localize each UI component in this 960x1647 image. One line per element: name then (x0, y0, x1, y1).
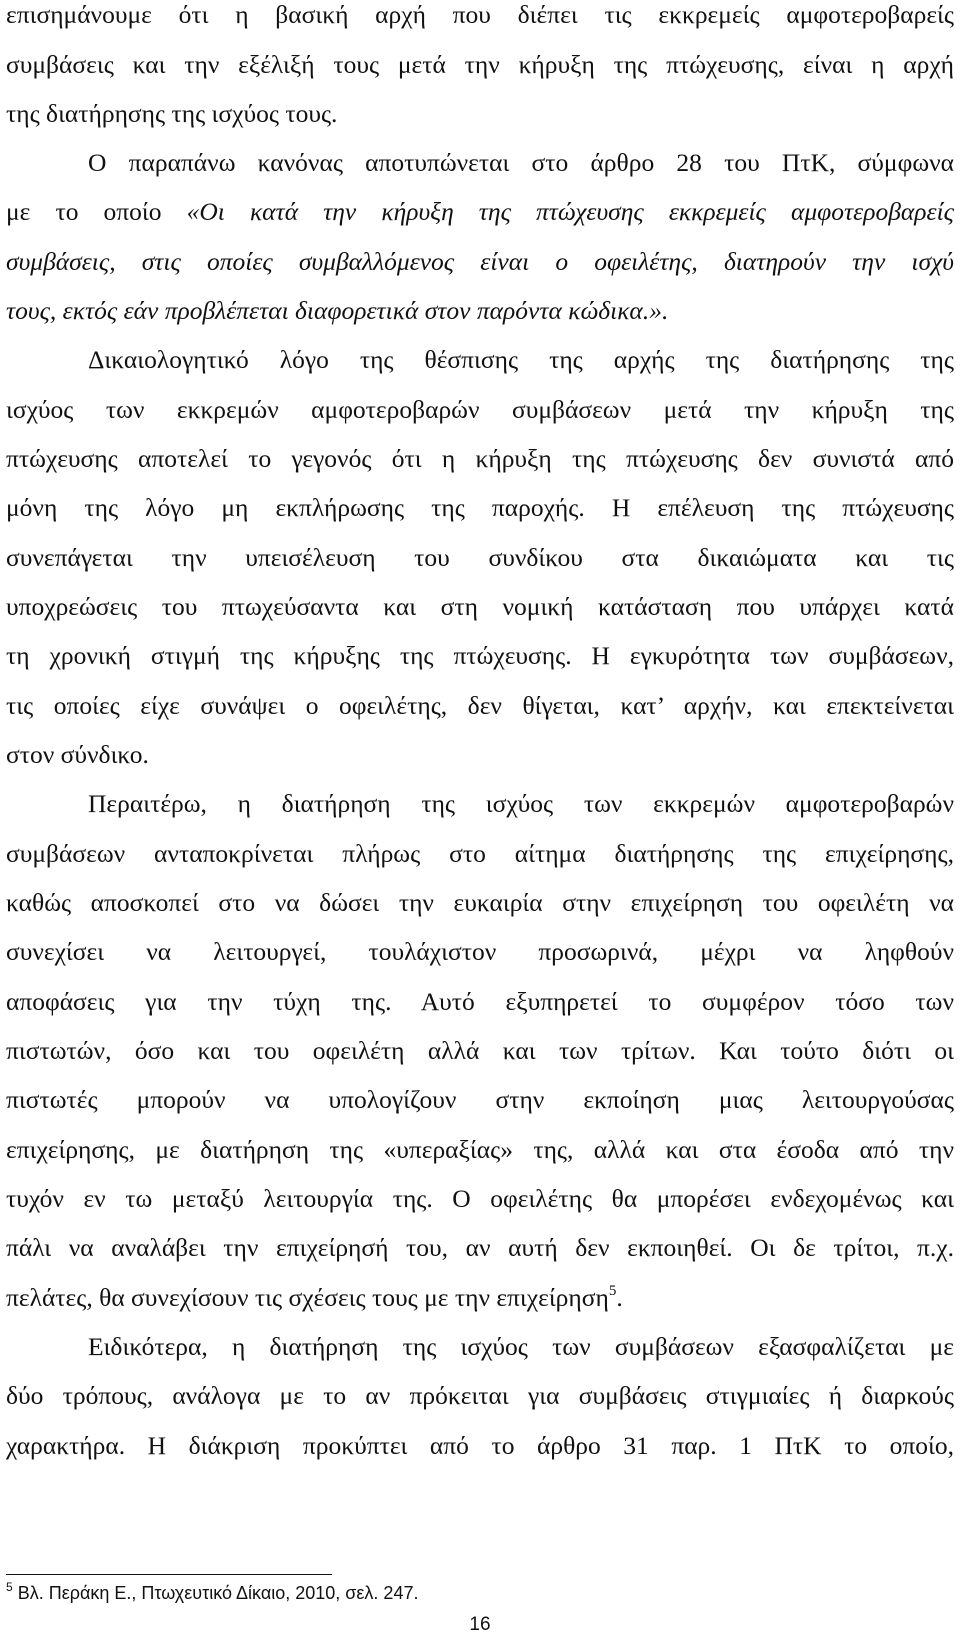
body-line (6, 541, 954, 575)
footnote (6, 1580, 418, 1606)
line-text: συμβάσεων ανταποκρίνεται πλήρως στο αίτημα διατήρησης της επιχείρησης, (6, 839, 954, 868)
line-text: επιχείρησης, με διατήρηση της «υπεραξίας» της, αλλά και στα έσοδα από την (6, 1135, 954, 1164)
line-text: . (616, 1283, 623, 1312)
body-line (6, 837, 954, 871)
line-text: πτώχευσης αποτελεί το γεγονός ότι η κήρυξη της πτώχευσης δεν συνιστά από (6, 444, 954, 473)
page-number: 16 (469, 1614, 491, 1635)
body-line (6, 1182, 954, 1216)
line-text: συνεπάγεται την υπεισέλευση του συνδίκου στα δικαιώματα και τις (6, 543, 954, 572)
footnote-marker: 5 (6, 1580, 13, 1594)
line-text: μόνη της λόγο μη εκπλήρωσης της παροχής. Η επέλευση της πτώχευσης (6, 493, 954, 522)
footnote-reference[interactable]: 5 (608, 1283, 617, 1299)
body-line (6, 1034, 954, 1068)
line-text: συμβάσεις και την εξέλιξή τους μετά την κήρυξη της πτώχευσης, είναι η αρχή (6, 50, 954, 79)
line-text: υποχρεώσεις του πτωχεύσαντα και στη νομική κατάσταση που υπάρχει κατά (6, 592, 954, 621)
line-text: πελάτες, θα συνεχίσουν τις σχέσεις τους με την επιχείρηση (6, 1283, 609, 1312)
line-text: τυχόν εν τω μεταξύ λειτουργία της. Ο οφειλέτης θα μπορέσει ενδεχομένως και (6, 1184, 954, 1213)
line-text: τη χρονική στιγμή της κήρυξης της πτώχευσης. Η εγκυρότητα των συμβάσεων, (6, 641, 954, 670)
line-text: χαρακτήρα. Η διάκριση προκύπτει από το άρθρο 31 παρ. 1 ΠτΚ το οποίο, (6, 1431, 954, 1460)
line-text: στον σύνδικο. (6, 740, 149, 769)
body-line (6, 97, 954, 131)
line-text: ισχύος των εκκρεμών αμφοτεροβαρών συμβάσεων μετά την κήρυξη της (6, 395, 954, 424)
line-text: πάλι να αναλάβει την επιχείρησή του, αν αυτή δεν εκποιηθεί. Οι δε τρίτοι, π.χ. (6, 1233, 954, 1262)
line-text: πιστωτές μπορούν να υπολογίζουν στην εκποίηση μιας λειτουργούσας (6, 1085, 954, 1114)
footnote-separator (6, 1574, 332, 1575)
line-text: της διατήρησης της ισχύος τους. (6, 99, 338, 128)
line-text: Δικαιολογητικό λόγο της θέσπισης της αρχής της διατήρησης της (88, 345, 954, 374)
body-line (6, 0, 954, 32)
body-line (6, 639, 954, 673)
line-text: Περαιτέρω, η διατήρηση της ισχύος των εκκρεμών αμφοτεροβαρών (88, 789, 954, 818)
body-line (88, 787, 954, 821)
body-line (6, 48, 954, 82)
body-line (88, 146, 954, 180)
body-line (6, 294, 954, 328)
body-line (6, 1083, 954, 1117)
body-line (6, 935, 954, 969)
line-text: δύο τρόπους, ανάλογα με το αν πρόκειται για συμβάσεις στιγμιαίες ή διαρκούς (6, 1381, 954, 1410)
body-line (6, 985, 954, 1019)
line-text: συνεχίσει να λειτουργεί, τουλάχιστον προσωρινά, μέχρι να ληφθούν (6, 937, 954, 966)
line-text: με το οποίο (6, 197, 187, 226)
line-text: Ειδικότερα, η διατήρηση της ισχύος των συμβάσεων εξασφαλίζεται με (88, 1332, 954, 1361)
body-line (6, 393, 954, 427)
body-line (6, 1281, 954, 1315)
line-text: Ο παραπάνω κανόνας αποτυπώνεται στο άρθρο 28 του ΠτΚ, σύμφωνα (88, 148, 954, 177)
quoted-law-text: τους, εκτός εάν προβλέπεται διαφορετικά στον παρόντα κώδικα.». (6, 296, 669, 325)
body-line (6, 1133, 954, 1167)
line-text: καθώς αποσκοπεί στο να δώσει την ευκαιρία στην επιχείρηση του οφειλέτη να (6, 888, 954, 917)
body-line (6, 245, 954, 279)
footnote-text: Βλ. Περάκη Ε., Πτωχευτικό Δίκαιο, 2010, σελ. 247. (12, 1583, 419, 1603)
quoted-law-text: συμβάσεις, στις οποίες συμβαλλόμενος είναι ο οφειλέτης, διατηρούν την ισχύ (6, 247, 954, 276)
body-line (6, 195, 954, 229)
line-text: πιστωτών, όσο και του οφειλέτη αλλά και των τρίτων. Και τούτο διότι οι (6, 1036, 954, 1065)
body-line (6, 1379, 954, 1413)
quoted-law-text: «Οι κατά την κήρυξη της πτώχευσης εκκρεμείς αμφοτεροβαρείς (186, 197, 954, 226)
body-line (6, 1231, 954, 1265)
line-text: τις οποίες είχε συνάψει ο οφειλέτης, δεν θίγεται, κατ’ αρχήν, και επεκτείνεται (6, 691, 954, 720)
body-line (88, 343, 954, 377)
line-text: επισημάνουμε ότι η βασική αρχή που διέπει τις εκκρεμείς αμφοτεροβαρείς (6, 0, 954, 29)
body-line (6, 738, 954, 772)
line-text: αποφάσεις για την τύχη της. Αυτό εξυπηρετεί το συμφέρον τόσο των (6, 987, 954, 1016)
body-line (6, 491, 954, 525)
body-line (6, 590, 954, 624)
body-line (6, 1429, 954, 1463)
body-line (6, 442, 954, 476)
body-line (6, 689, 954, 723)
body-line (88, 1330, 954, 1364)
body-line (6, 886, 954, 920)
